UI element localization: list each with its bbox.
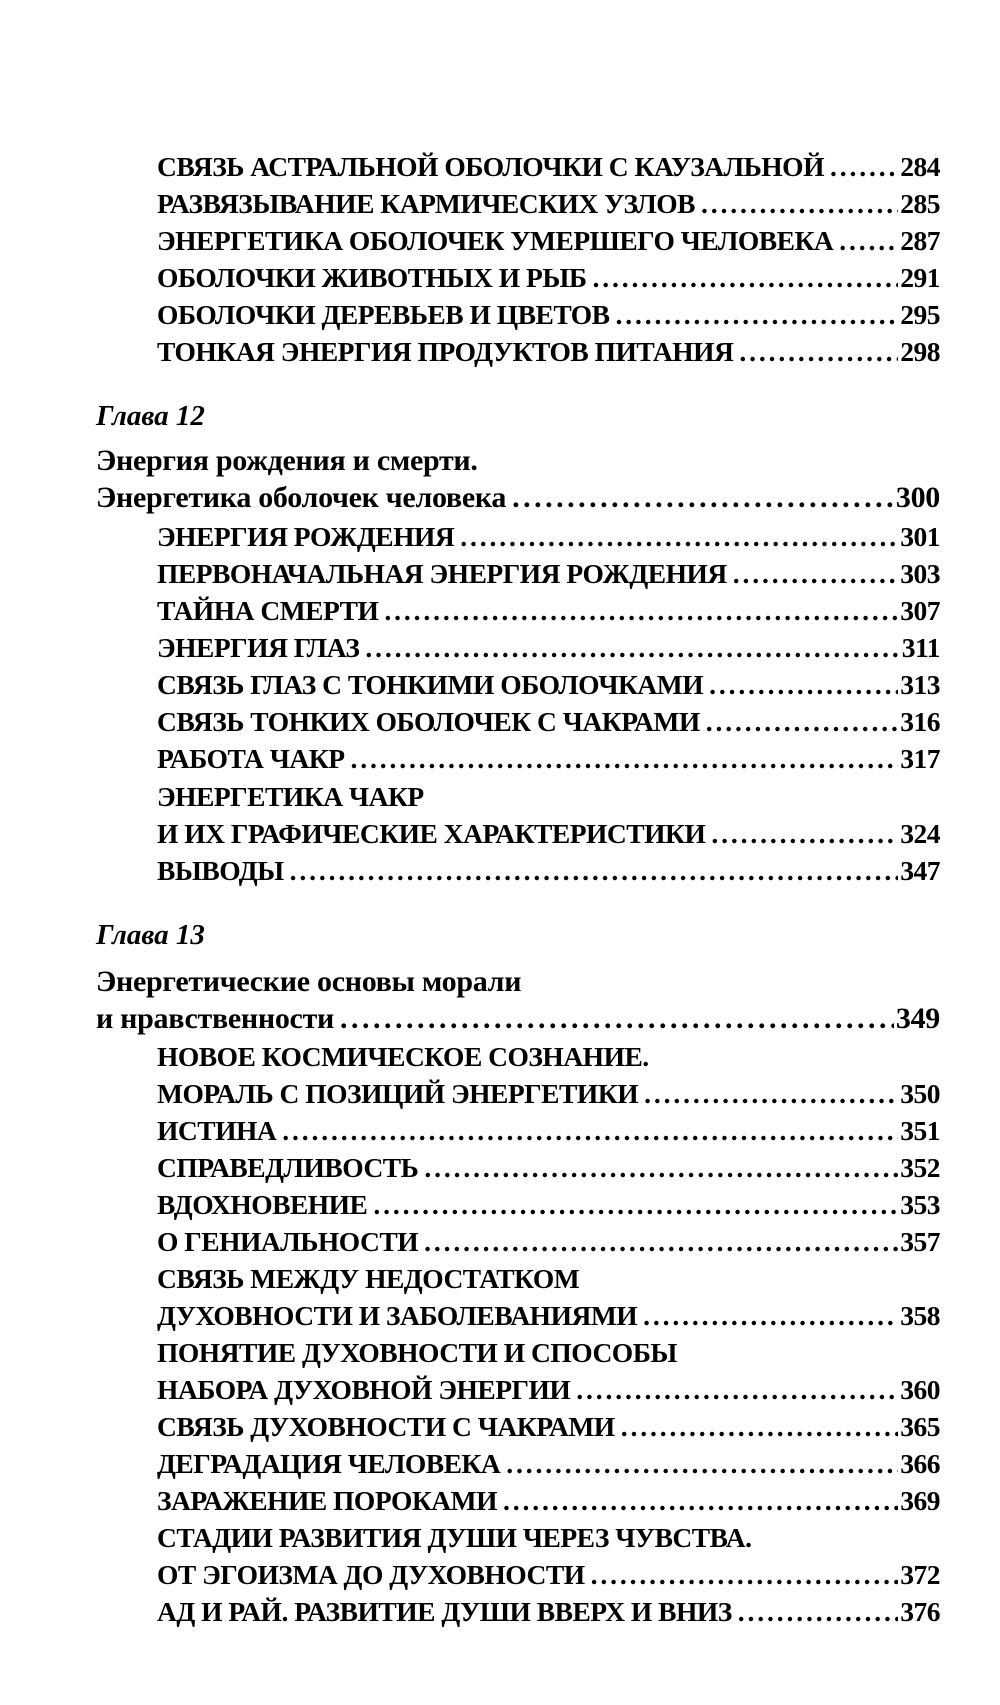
toc-entry: [157, 1482, 940, 1519]
dot-leader: [290, 852, 899, 889]
toc-entry: [157, 1297, 940, 1334]
toc-entry-title: О ГЕНИАЛЬНОСТИ: [157, 1226, 419, 1257]
chapter-title-entry: [96, 479, 940, 516]
toc-entry-title: ЗАРАЖЕНИЕ ПОРОКАМИ: [157, 1485, 498, 1516]
toc-entry-title: ДУХОВНОСТИ И ЗАБОЛЕВАНИЯМИ: [157, 1300, 638, 1331]
toc-entry: [157, 666, 940, 703]
toc-entry-title: СВЯЗЬ МЕЖДУ НЕДОСТАТКОМ: [157, 1263, 580, 1294]
toc-entry-title: ВЫВОДЫ: [157, 855, 284, 886]
chapter-title: Энергетика оболочек человека: [96, 481, 507, 514]
dot-leader: [593, 259, 899, 296]
toc-entry-page: 291: [900, 262, 940, 293]
toc-entry: [157, 740, 940, 777]
toc-entry-page: 360: [900, 1374, 940, 1405]
toc-entry-title: НОВОЕ КОСМИЧЕСКОЕ СОЗНАНИЕ.: [157, 1041, 649, 1072]
toc-entry-page: 301: [900, 521, 940, 552]
toc-entry-page: 351: [900, 1115, 940, 1146]
chapter-label: Глава 13: [96, 919, 205, 951]
dot-leader: [460, 518, 898, 555]
dot-leader: [365, 629, 899, 666]
toc-entry: [157, 1371, 940, 1408]
toc-entry-page: 285: [900, 188, 940, 219]
toc-entry-title: СВЯЗЬ АСТРАЛЬНОЙ ОБОЛОЧКИ С КАУЗАЛЬНОЙ: [157, 151, 824, 182]
dot-leader: [351, 740, 899, 777]
toc-entry-title: РАЗВЯЗЫВАНИЕ КАРМИЧЕСКИХ УЗЛОВ: [157, 188, 696, 219]
chapter-title-entry: [96, 1000, 940, 1037]
toc-entry-title: И ИХ ГРАФИЧЕСКИЕ ХАРАКТЕРИСТИКИ: [157, 818, 706, 849]
toc-entry-title: ЭНЕРГИЯ РОЖДЕНИЯ: [157, 521, 455, 552]
toc-entry: [157, 1408, 940, 1445]
dot-leader: [711, 815, 898, 852]
toc-entry: [157, 1075, 940, 1112]
dot-leader: [739, 333, 898, 370]
toc-entry-page: 317: [900, 743, 940, 774]
dot-leader: [424, 1149, 898, 1186]
toc-entry-title: ЭНЕРГЕТИКА ЧАКР: [157, 781, 424, 812]
dot-leader: [733, 555, 898, 592]
toc-entry-title: ОТ ЭГОИЗМА ДО ДУХОВНОСТИ: [157, 1559, 585, 1590]
toc-entry-page: 284: [900, 151, 940, 182]
toc-entry-page: 357: [900, 1226, 940, 1257]
toc-entry-page: 349: [895, 1002, 940, 1035]
toc-entry-page: 347: [900, 855, 940, 886]
toc-entry-page: 376: [900, 1596, 940, 1627]
dot-leader: [512, 479, 894, 516]
dot-leader: [616, 296, 899, 333]
toc-entry-title: РАБОТА ЧАКР: [157, 743, 345, 774]
toc-entry-title: СВЯЗЬ ГЛАЗ С ТОНКИМИ ОБОЛОЧКАМИ: [157, 669, 704, 700]
chapter-title: Энергетические основы морали: [96, 965, 522, 998]
toc-entry: [157, 518, 940, 555]
dot-leader: [643, 1297, 898, 1334]
toc-entry-page: 372: [900, 1559, 940, 1590]
dot-leader: [282, 1112, 898, 1149]
toc-entry-page: 365: [900, 1411, 940, 1442]
toc-entry: [157, 1186, 940, 1223]
dot-leader: [373, 1186, 898, 1223]
toc-entry-page: 366: [900, 1448, 940, 1479]
toc-entry-page: 369: [900, 1485, 940, 1516]
toc-entry: [157, 852, 940, 889]
toc-entry: [157, 1223, 940, 1260]
dot-leader: [830, 148, 898, 185]
toc-entry: [157, 1445, 940, 1482]
toc-entry-title: СВЯЗЬ ТОНКИХ ОБОЛОЧЕК С ЧАКРАМИ: [157, 706, 700, 737]
toc-entry-title: СВЯЗЬ ДУХОВНОСТИ С ЧАКРАМИ: [157, 1411, 615, 1442]
dot-leader: [644, 1075, 898, 1112]
toc-entry-title: НАБОРА ДУХОВНОЙ ЭНЕРГИИ: [157, 1374, 571, 1405]
toc-entry-title: ЭНЕРГЕТИКА ОБОЛОЧЕК УМЕРШЕГО ЧЕЛОВЕКА: [157, 225, 834, 256]
toc-entry-page: 298: [900, 336, 940, 367]
toc-entry: [157, 148, 940, 185]
dot-leader: [384, 592, 898, 629]
chapter-title: и нравственности: [96, 1002, 334, 1035]
toc-entry-page: 300: [895, 481, 940, 514]
toc-entry-title: АД И РАЙ. РАЗВИТИЕ ДУШИ ВВЕРХ И ВНИЗ: [157, 1596, 732, 1627]
toc-entry-page: 295: [900, 299, 940, 330]
toc-entry-page: 352: [900, 1152, 940, 1183]
toc-entry-page: 316: [900, 706, 940, 737]
toc-entry: [157, 185, 940, 222]
dot-leader: [738, 1593, 898, 1630]
toc-entry-title: ИСТИНА: [157, 1115, 277, 1146]
dot-leader: [340, 1000, 894, 1037]
toc-entry-title: ОБОЛОЧКИ ДЕРЕВЬЕВ И ЦВЕТОВ: [157, 299, 610, 330]
toc-entry: [157, 1593, 940, 1630]
toc-entry: [157, 222, 940, 259]
toc-entry-title: ПОНЯТИЕ ДУХОВНОСТИ И СПОСОБЫ: [157, 1337, 677, 1368]
dot-leader: [506, 1445, 898, 1482]
toc-entry-title: СПРАВЕДЛИВОСТЬ: [157, 1152, 419, 1183]
toc-entry-page: 307: [900, 595, 940, 626]
toc-entry: [157, 703, 940, 740]
toc-entry: [157, 259, 940, 296]
toc-entry: [157, 629, 940, 666]
toc-entry-page: 303: [900, 558, 940, 589]
chapter-title: Энергия рождения и смерти.: [96, 444, 478, 477]
dot-leader: [701, 185, 898, 222]
toc-entry-title: ОБОЛОЧКИ ЖИВОТНЫХ И РЫБ: [157, 262, 587, 293]
toc-entry: [157, 296, 940, 333]
toc-entry: [157, 592, 940, 629]
dot-leader: [424, 1223, 898, 1260]
toc-entry-title: СТАДИИ РАЗВИТИЯ ДУШИ ЧЕРЕЗ ЧУВСТВА.: [157, 1522, 752, 1553]
toc-entry-page: 358: [900, 1300, 940, 1331]
toc-entry-page: 313: [900, 669, 940, 700]
toc-entry-page: 353: [900, 1189, 940, 1220]
toc-entry-page: 324: [900, 818, 940, 849]
dot-leader: [706, 703, 899, 740]
dot-leader: [503, 1482, 898, 1519]
toc-entry-title: ЭНЕРГИЯ ГЛАЗ: [157, 632, 360, 663]
toc-entry-title: ПЕРВОНАЧАЛЬНАЯ ЭНЕРГИЯ РОЖДЕНИЯ: [157, 558, 727, 589]
chapter-label: Глава 12: [96, 400, 205, 432]
dot-leader: [591, 1556, 899, 1593]
toc-entry: [157, 815, 940, 852]
toc-entry: [157, 1112, 940, 1149]
dot-leader: [709, 666, 898, 703]
dot-leader: [839, 222, 898, 259]
toc-entry-title: ВДОХНОВЕНИЕ: [157, 1189, 368, 1220]
dot-leader: [576, 1371, 898, 1408]
toc-entry: [157, 555, 940, 592]
toc-entry-title: МОРАЛЬ С ПОЗИЦИЙ ЭНЕРГЕТИКИ: [157, 1078, 639, 1109]
toc-entry-page: 350: [900, 1078, 940, 1109]
toc-entry: [157, 1556, 940, 1593]
dot-leader: [621, 1408, 899, 1445]
toc-entry-title: ДЕГРАДАЦИЯ ЧЕЛОВЕКА: [157, 1448, 501, 1479]
toc-entry-title: ТАЙНА СМЕРТИ: [157, 595, 379, 626]
toc-entry: [157, 1149, 940, 1186]
toc-entry-page: 311: [901, 632, 940, 663]
toc-entry-page: 287: [900, 225, 940, 256]
toc-entry-title: ТОНКАЯ ЭНЕРГИЯ ПРОДУКТОВ ПИТАНИЯ: [157, 336, 734, 367]
toc-entry: [157, 333, 940, 370]
